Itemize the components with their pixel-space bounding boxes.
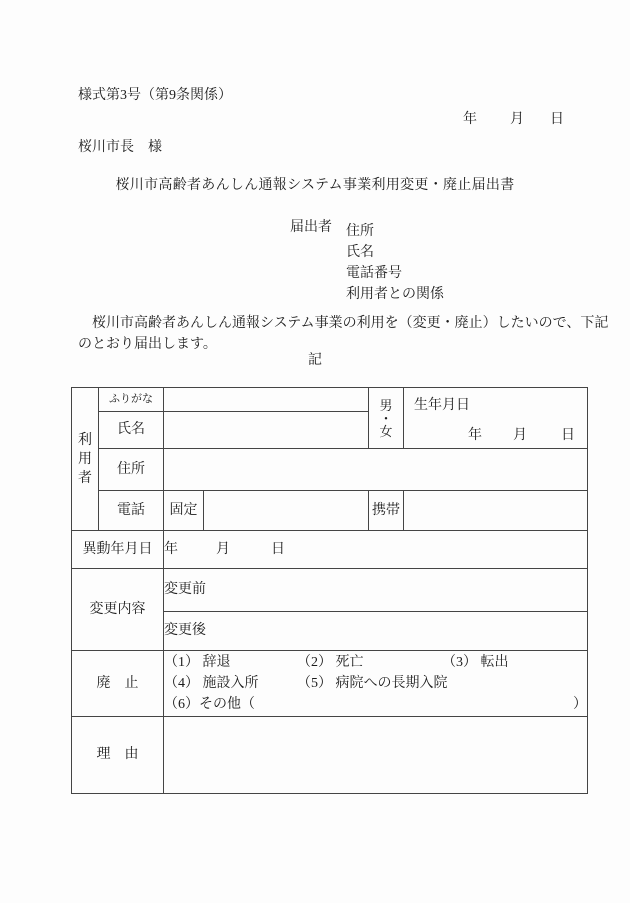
furigana-input-cell xyxy=(164,388,369,412)
form-number: 様式第3号（第9条関係） xyxy=(78,88,232,103)
body-text-line2: のとおり届出します。 xyxy=(78,337,217,352)
cancel-option-3: （3） 転出 xyxy=(442,655,509,670)
address-input-cell xyxy=(164,449,588,491)
birth-month-label: 月 xyxy=(513,427,527,443)
cancel-option-4: （4） 施設入所 xyxy=(164,676,259,691)
user-char-2: 用 xyxy=(78,451,92,467)
page-title: 桜川市高齢者あんしん通報システム事業利用変更・廃止届出書 xyxy=(115,178,515,193)
applicant-field-relation: 利用者との関係 xyxy=(346,287,444,302)
user-char-3: 者 xyxy=(78,470,92,486)
user-group-label xyxy=(72,388,99,531)
form-table xyxy=(71,387,588,794)
move-day-label: 日 xyxy=(271,541,285,557)
spacer xyxy=(482,435,513,436)
sex-cell xyxy=(369,388,404,449)
cancel-options-line3 xyxy=(164,694,587,715)
sex-male-label: 男 xyxy=(379,397,393,413)
cancel-option-6-close-paren: ） xyxy=(573,697,587,712)
cancel-option-5: （5） 病院への長期入院 xyxy=(297,676,448,691)
body-text-line1: 桜川市高齢者あんしん通報システム事業の利用を（変更・廃止）したいので、下記 xyxy=(78,316,609,331)
tel-mobile-input-cell xyxy=(404,491,588,531)
reason-label: 理 由 xyxy=(72,717,164,794)
sex-female-label: 女 xyxy=(379,423,393,439)
move-date-cell xyxy=(164,531,588,569)
applicant-fields xyxy=(346,221,444,305)
move-date-label: 異動年月日 xyxy=(72,531,164,569)
spacer xyxy=(230,549,271,550)
move-month-label: 月 xyxy=(216,541,230,557)
spacer xyxy=(178,549,216,550)
record-mark: 記 xyxy=(308,353,322,368)
date-line xyxy=(463,113,564,127)
cancel-option-6: （6）その他（ xyxy=(164,697,255,712)
address-label: 住所 xyxy=(99,449,164,491)
change-after-cell: 変更後 xyxy=(164,612,588,651)
cancel-options-cell xyxy=(164,651,588,717)
spacer xyxy=(524,119,550,120)
reason-input-cell xyxy=(164,717,588,794)
change-before-cell: 変更前 xyxy=(164,569,588,612)
birthdate-label: 生年月日 xyxy=(414,397,470,413)
applicant-field-phone: 電話番号 xyxy=(346,266,402,281)
user-char-1: 利 xyxy=(78,432,92,448)
cancel-option-2: （2） 死亡 xyxy=(297,655,364,670)
furigana-label: ふりがな xyxy=(99,388,164,412)
name-label: 氏名 xyxy=(99,412,164,449)
spacer xyxy=(527,435,561,436)
move-year-label: 年 xyxy=(164,541,178,557)
tel-fixed-input-cell xyxy=(204,491,369,531)
applicant-block xyxy=(290,221,444,305)
cancel-option-1: （1） 辞退 xyxy=(164,655,231,670)
applicant-field-address: 住所 xyxy=(346,224,374,239)
spacer xyxy=(477,119,510,120)
date-day-label: 日 xyxy=(550,112,564,127)
applicant-label: 届出者 xyxy=(290,220,332,235)
birth-day-label: 日 xyxy=(561,427,575,443)
date-year-label: 年 xyxy=(463,112,477,127)
birthdate-cell xyxy=(404,388,588,449)
name-input-cell xyxy=(164,412,369,449)
tel-fixed-label: 固定 xyxy=(164,491,204,531)
change-content-label: 変更内容 xyxy=(72,569,164,651)
cancel-label: 廃 止 xyxy=(72,651,164,717)
birth-year-label: 年 xyxy=(468,427,482,443)
addressee: 桜川市長 様 xyxy=(78,140,162,155)
sex-dot: ・ xyxy=(379,410,393,426)
tel-label: 電話 xyxy=(99,491,164,531)
cancel-options-line2 xyxy=(164,673,587,694)
applicant-field-name: 氏名 xyxy=(346,245,374,260)
cancel-options-line1 xyxy=(164,652,587,673)
birthdate-ymd-line xyxy=(404,429,587,443)
tel-mobile-label: 携帯 xyxy=(369,491,404,531)
date-month-label: 月 xyxy=(510,112,524,127)
